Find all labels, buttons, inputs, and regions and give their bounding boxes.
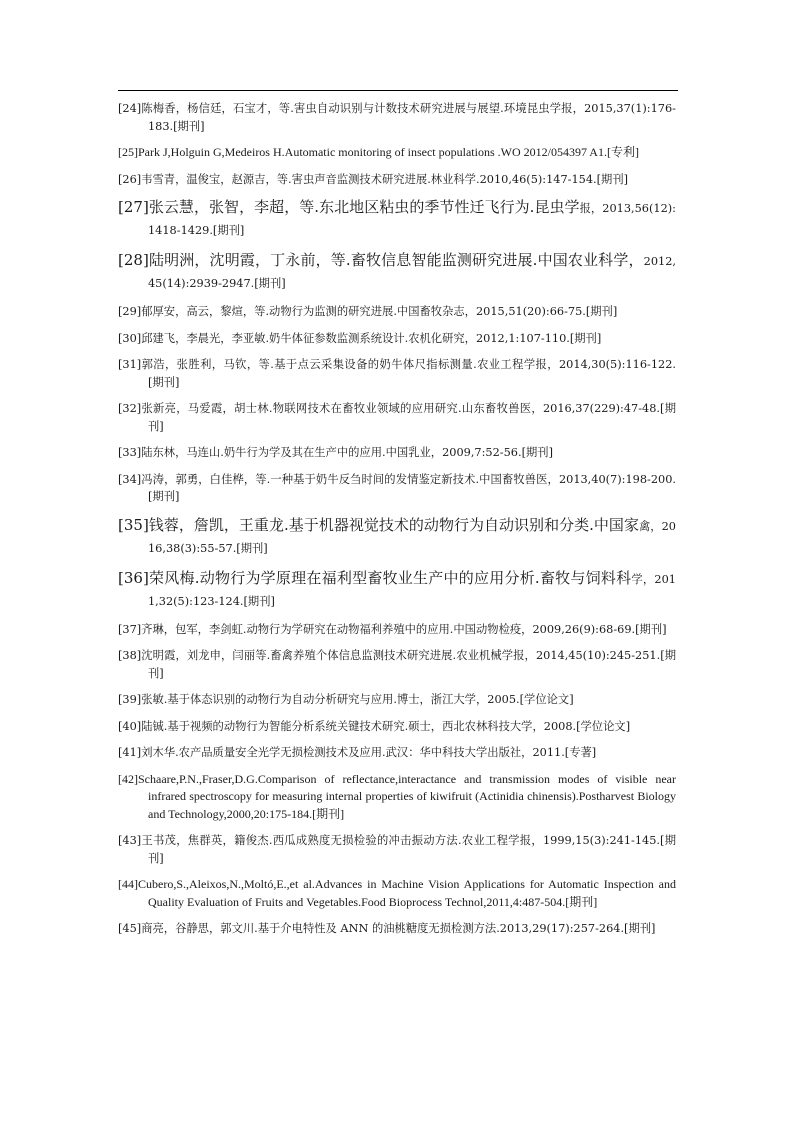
reference-item: [36]荣风梅.动物行为学原理在福利型畜牧业生产中的应用分析.畜牧与饲料科学，2011,32(5):123-124.[期刊] — [118, 568, 676, 608]
reference-item: [32]张新亮，马爱霞，胡士林.物联网技术在畜牧业领域的应用研究.山东畜牧兽医，2016,37(229):47-48.[期刊] — [118, 402, 676, 433]
reference-item: [39]张敏.基于体态识别的动物行为自动分析研究与应用.博士，浙江大学，2005.[学位论文] — [118, 693, 574, 706]
reference-item: [41]刘木华.农产品质量安全光学无损检测技术及应用.武汉：华中科技大学出版社，2011.[专著] — [118, 746, 597, 759]
reference-item: [44]Cubero,S.,Aleixos,N.,Moltó,E.,et al.Advances in Machine Vision Applications for Automatic Inspection and Quality Evaluation of Fruits and Vegetables.Food Bioprocess Technol,2011,4:487-504.[期刊] — [118, 877, 676, 909]
reference-item: [31]郭浩，张胜利，马钦，等.基于点云采集设备的奶牛体尺指标测量.农业工程学报，2014,30(5):116-122.[期刊] — [118, 358, 676, 389]
reference-item: [29]郁厚安，高云，黎煊，等.动物行为监测的研究进展.中国畜牧杂志，2015,51(20):66-75.[期刊] — [118, 305, 618, 318]
reference-item: [38]沈明霞，刘龙申，闫丽等.畜禽养殖个体信息监测技术研究进展.农业机械学报，2014,45(10):245-251.[期刊] — [118, 649, 676, 680]
reference-item: [35]钱蓉，詹凯，王重龙.基于机器视觉技术的动物行为自动识别和分类.中国家禽，2016,38(3):55-57.[期刊] — [118, 515, 676, 555]
reference-item: [43]王书茂，焦群英，籍俊杰.西瓜成熟度无损检验的冲击振动方法.农业工程学报，1999,15(3):241-145.[期刊] — [118, 834, 676, 865]
reference-item: [37]齐琳，包军，李剑虹.动物行为学研究在动物福利养殖中的应用.中国动物检疫，2009,26(9):68-69.[期刊] — [118, 622, 667, 636]
reference-item: [27]张云慧，张智，李超，等.东北地区粘虫的季节性迁飞行为.昆虫学报，2013,56(12):1418-1429.[期刊] — [118, 198, 676, 237]
reference-item: [24]陈梅香，杨信廷，石宝才，等.害虫自动识别与计数技术研究进展与展望.环境昆虫学报，2015,37(1):176-183.[期刊] — [118, 102, 676, 133]
reference-item: [45]商亮，谷静思，郭文川.基于介电特性及 ANN 的油桃糖度无损检测方法.2013,29(17):257-264.[期刊] — [118, 922, 656, 935]
reference-item: [42]Schaare,P.N.,Fraser,D.G.Comparison of reflectance,interactance and transmission modes of visible near infrared spectroscopy for measuring internal properties of kiwifruit (Actinidia chinensis).Postharvest Biology and Technology,2000,20:175-184.[期刊] — [118, 771, 676, 821]
reference-list — [118, 100, 676, 947]
header-rule — [118, 90, 678, 91]
reference-item: [26]韦雪青，温俊宝，赵源吉，等.害虫声音监测技术研究进展.林业科学.2010,46(5):147-154.[期刊] — [118, 172, 629, 186]
reference-item: [34]冯涛，郭勇，白佳桦，等.一种基于奶牛反刍时间的发情鉴定新技术.中国畜牧兽医，2013,40(7):198-200.[期刊] — [118, 472, 676, 503]
reference-item: [28]陆明洲，沈明霞，丁永前，等.畜牧信息智能监测研究进展.中国农业科学，2012,45(14):2939-2947.[期刊] — [118, 251, 676, 290]
reference-item: [40]陆铖.基于视频的动物行为智能分析系统关键技术研究.硕士，西北农林科技大学，2008.[学位论文] — [118, 719, 631, 733]
reference-item: [33]陆东林，马连山.奶牛行为学及其在生产中的应用.中国乳业，2009,7:52-56.[期刊] — [118, 446, 553, 459]
reference-item: [25]Park J,Holguin G,Medeiros H.Automatic monitoring of insect populations .WO 2012/054397 A1.[专利] — [118, 145, 639, 159]
reference-item: [30]邱建飞，李晨光，李亚敏.奶牛体征参数监测系统设计.农机化研究，2012,1:107-110.[期刊] — [118, 331, 602, 345]
